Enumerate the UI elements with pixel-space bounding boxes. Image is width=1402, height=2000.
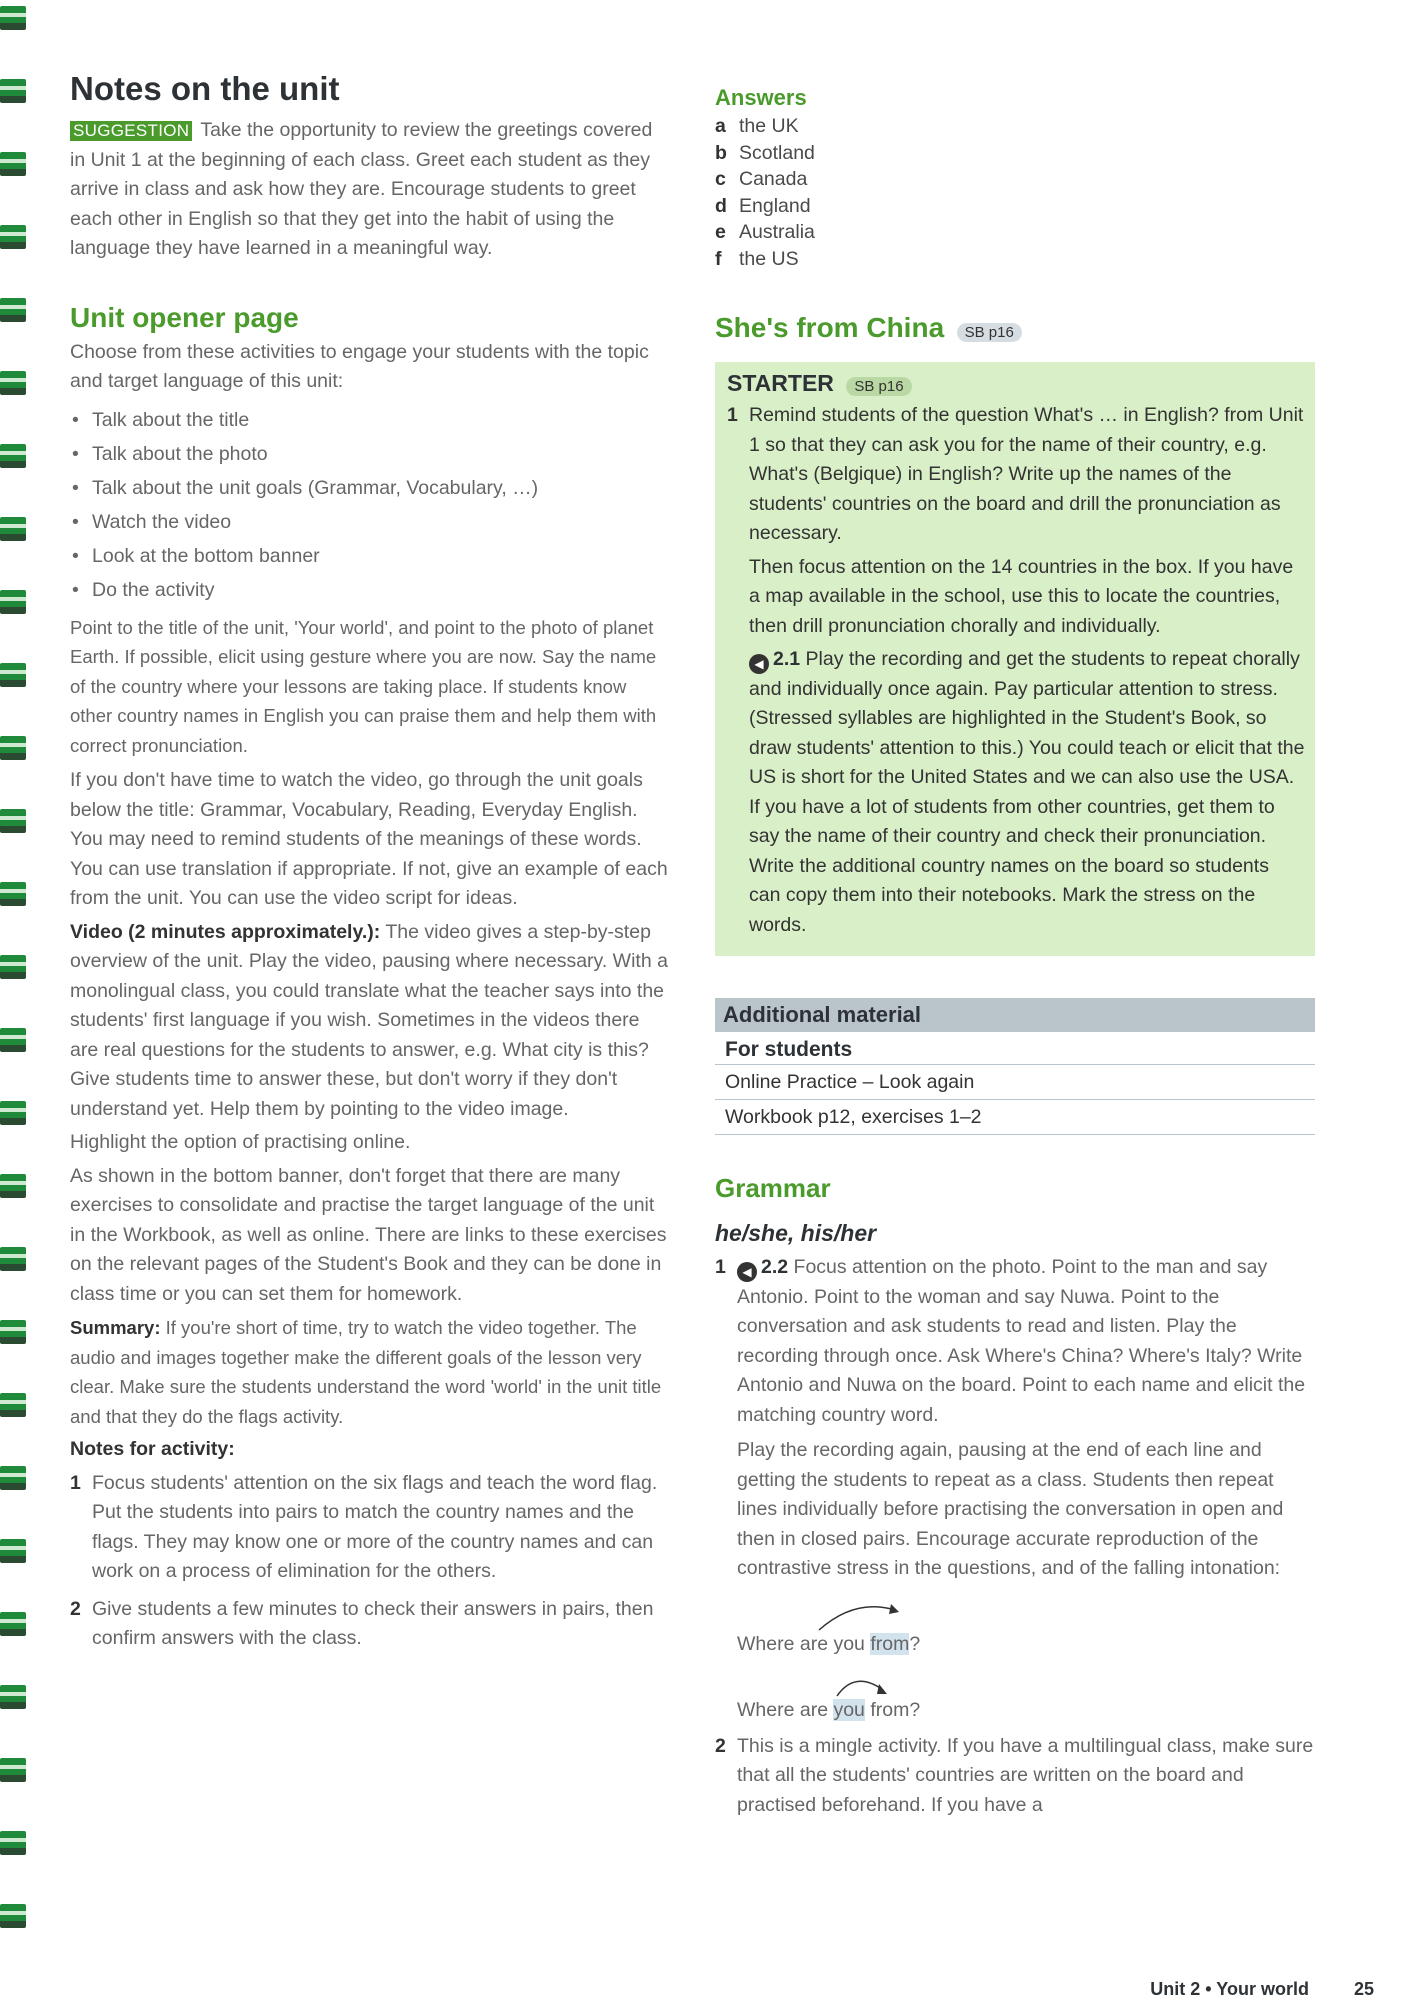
binder-ring <box>0 1539 26 1563</box>
page-number: 25 <box>1353 1979 1374 1999</box>
binder-ring <box>0 1466 26 1490</box>
binder-ring <box>0 444 26 468</box>
bullet-item: • Do the activity <box>70 573 670 607</box>
right-column <box>715 85 1315 1820</box>
starter-paragraph: ◀ 2.1 Play the recording and get the students to repeat chorally and individually once again. Pay particular attention to stress. (Stressed syllables are highlighted in the Student's Book, so draw students' attention to this.) You could teach or elicit that the US is short for the United States and we can also use the USA. If you have a lot of students from other countries, get them to say the name of their country and check their pronunciation. Write the additional country names on the board so students can copy them into their notebooks. Mark the stress on the words. <box>749 648 1305 936</box>
binder-ring <box>0 1320 26 1344</box>
binder-ring <box>0 736 26 760</box>
answer-row: d England <box>715 194 811 217</box>
binder-ring <box>0 809 26 833</box>
answer-row: b Scotland <box>715 141 815 164</box>
binder-ring <box>0 663 26 687</box>
summary-paragraph: Summary: If you're short of time, try to watch the video together. The audio and images together make the different goals of the lesson very clear. Make sure the students understand the word 'world' in the unit title and that they do the flags activity. <box>70 1317 662 1427</box>
video-lead: Video (2 minutes approximately.): <box>70 920 381 943</box>
highlight-online: Highlight the option of practising online. <box>70 1131 411 1153</box>
answer-row: e Australia <box>715 221 815 243</box>
binder-ring <box>0 1831 26 1855</box>
china-heading: She's from China <box>715 312 945 343</box>
answer-row: a the UK <box>715 115 799 137</box>
video-paragraph: Video (2 minutes approximately.): The video gives a step-by-step overview of the unit. Play the video, pausing where necessary. With a monolingual class, you could translate what the teacher says into the students' first language if you wish. Sometimes in the videos there are real questions for the students to answer, e.g. What city is this? Give students time to answer these, but don't worry if they don't understand yet. Help them by pointing to the video image. <box>70 920 668 1120</box>
unit-opener-heading: Unit opener page <box>70 301 299 333</box>
binder-ring <box>0 1904 26 1928</box>
binder-ring <box>0 371 26 395</box>
bullet-item: • Talk about the unit goals (Grammar, Vocabulary, …) <box>70 471 670 505</box>
note-item: 2 Give students a few minutes to check their answers in pairs, then confirm answers with the class. <box>70 1597 654 1649</box>
binder-ring <box>0 1612 26 1636</box>
binder-ring <box>0 882 26 906</box>
answer-row: c Canada <box>715 168 808 190</box>
binder-ring <box>0 1028 26 1052</box>
additional-row: Workbook p12, exercises 1–2 <box>715 1100 1315 1135</box>
notes-heading: Notes for activity: <box>70 1438 235 1460</box>
answers-list <box>715 113 1315 272</box>
intonation-example: Where are you from? <box>715 1584 1315 1660</box>
starter-page-badge: SB p16 <box>846 377 911 396</box>
activity-bullets <box>70 403 670 607</box>
china-heading-row <box>715 312 1315 344</box>
audio-icon: ◀ <box>737 1262 757 1282</box>
binder-ring <box>0 1174 26 1198</box>
intonation-arrow-icon <box>815 1596 955 1636</box>
point-paragraph: Point to the title of the unit, 'Your world', and point to the photo of planet Earth. If possible, elicit using gesture where you are now. Say the name of the country where your lessons are taking place. If students know other country names in English you can praise them and help them with correct pronunciation. <box>70 616 657 756</box>
grammar-subheading: he/she, his/her <box>715 1220 877 1246</box>
starter-paragraph: Remind students of the question What's … in English? from Unit 1 so that they can ask you for the name of their country, e.g. What's (Belgique) in English? Write up the names of the students' countries on the board and drill the pronunciation as necessary. <box>749 404 1304 544</box>
bullet-item: • Look at the bottom banner <box>70 539 670 573</box>
opener-intro: Choose from these activities to engage your students with the topic and target language of this unit: <box>70 340 649 392</box>
binder-ring <box>0 6 26 30</box>
binder-ring <box>0 1758 26 1782</box>
suggestion-paragraph: SUGGESTION Take the opportunity to review the greetings covered in Unit 1 at the beginning of each class. Greet each student as they arrive in class and ask how they are. Encourage students to greet each other in English so that they get into the habit of using the language they have learned in a meaningful way. <box>70 119 653 259</box>
binder-ring <box>0 517 26 541</box>
binder-ring <box>0 590 26 614</box>
grammar-item: 1 ◀ 2.2 Focus attention on the photo. Point to the man and say Antonio. Point to the woman and say Nuwa. Point to the conversation and ask students to read and listen. Play the recording through once. Ask Where's China? Where's Italy? Write Antonio and Nuwa on the board. Point to each name and elicit the matching country word. Play the recording again, pausing at the end of each line and getting the students to repeat as a class. Students then repeat lines individually before practising the conversation in open and then in closed pairs. Encourage accurate reproduction of the contrastive stress in the questions, and of the falling intonation: <box>715 1253 1315 1584</box>
binder-ring <box>0 1101 26 1125</box>
binder-ring <box>0 1393 26 1417</box>
banner-paragraph: As shown in the bottom banner, don't forget that there are many exercises to consolidate and practise the target language of the unit in the Workbook, as well as online. There are links to these exercises on the relevant pages of the Student's Book and they can be done in class time or you can set them for homework. <box>70 1164 667 1305</box>
intonation-arrow-icon <box>833 1664 933 1704</box>
video-time-paragraph: If you don't have time to watch the video, go through the unit goals below the title: Grammar, Vocabulary, Reading, Everyday English. You may need to remind students of the meanings of these words. You can use translation if appropriate. If not, give an example of each from the unit. You can use the video script for ideas. <box>70 769 668 909</box>
bullet-item: • Talk about the photo <box>70 437 670 471</box>
starter-paragraph: Then focus attention on the 14 countries in the box. If you have a map available in the school, use this to locate the countries, then drill pronunciation chorally and individually. <box>749 555 1294 637</box>
footer-separator: • <box>1205 1979 1212 1999</box>
summary-lead: Summary: <box>70 1317 161 1338</box>
grammar-heading: Grammar <box>715 1173 831 1203</box>
starter-box <box>715 362 1315 956</box>
track-number: 2.2 <box>761 1256 789 1278</box>
answer-row: f the US <box>715 247 799 270</box>
starter-heading-row <box>727 370 1305 397</box>
binder-ring <box>0 955 26 979</box>
page-title: Notes on the unit <box>70 70 340 107</box>
answers-heading: Answers <box>715 85 807 110</box>
binder-ring <box>0 1247 26 1271</box>
note-item: 1 Focus students' attention on the six flags and teach the word flag. Put the students into pairs to match the country names and the flags. They may know one or more of the country names and can work on a process of elimination for the others. <box>70 1471 658 1582</box>
track-number: 2.1 <box>773 648 801 670</box>
footer-unit: Unit 2 <box>1150 1979 1201 1999</box>
binder-ring <box>0 298 26 322</box>
page-footer <box>1150 1979 1374 2000</box>
suggestion-badge: SUGGESTION <box>70 121 192 141</box>
starter-heading: STARTER <box>727 370 834 396</box>
bullet-item: • Watch the video <box>70 505 670 539</box>
audio-icon: ◀ <box>749 654 769 674</box>
intonation-example: Where are you from? <box>715 1660 1315 1726</box>
bullet-item: • Talk about the title <box>70 403 670 437</box>
left-column <box>70 70 670 1654</box>
binder-ring <box>0 152 26 176</box>
binder-ring <box>0 1685 26 1709</box>
spiral-binding <box>0 0 30 2000</box>
grammar-paragraph: ◀ 2.2 Focus attention on the photo. Point to the man and say Antonio. Point to the woman and say Nuwa. Point to the conversation and ask students to read and listen. Play the recording through once. Ask Where's China? Where's Italy? Write Antonio and Nuwa on the board. Point to each name and elicit the matching country word. <box>737 1256 1306 1426</box>
grammar-item: 2 This is a mingle activity. If you have a multilingual class, make sure that all the students' countries are written on the board and practised beforehand. If you have a <box>715 1734 1314 1816</box>
additional-subheading: For students <box>715 1032 1315 1065</box>
sb-page-badge: SB p16 <box>957 323 1022 342</box>
binder-ring <box>0 79 26 103</box>
additional-material-box <box>715 998 1315 1135</box>
additional-row: Online Practice – Look again <box>715 1065 1315 1100</box>
footer-title: Your world <box>1216 1979 1309 1999</box>
grammar-paragraph: Play the recording again, pausing at the end of each line and getting the students to repeat as a class. Students then repeat lines individually before practising the conversation in open and then in closed pairs. Encourage accurate reproduction of the contrastive stress in the questions, and of the falling intonation: <box>737 1439 1284 1579</box>
additional-heading: Additional material <box>715 998 1315 1032</box>
starter-item: 1 Remind students of the question What's … in English? from Unit 1 so that they can ask you for the name of their country, e.g. What's (Belgique) in English? Write up the names of the students' countries on the board and drill the pronunciation as necessary. Then focus attention on the 14 countries in the box. If you have a map available in the school, use this to locate the countries, then drill pronunciation chorally and individually. ◀ 2.1 Play the recording and get the students to repeat chorally and individually once again. Pay particular attention to stress. (Stressed syllables are highlighted in the Student's Book, so draw students' attention to this.) You could teach or elicit that the US is short for the United States and we can also use the USA. If you have a lot of students from other countries, get them to say the name of their country and check their pronunciation. Write the additional country names on the board so students can copy them into their notebooks. Mark the stress on the words. <box>727 401 1305 940</box>
binder-ring <box>0 225 26 249</box>
